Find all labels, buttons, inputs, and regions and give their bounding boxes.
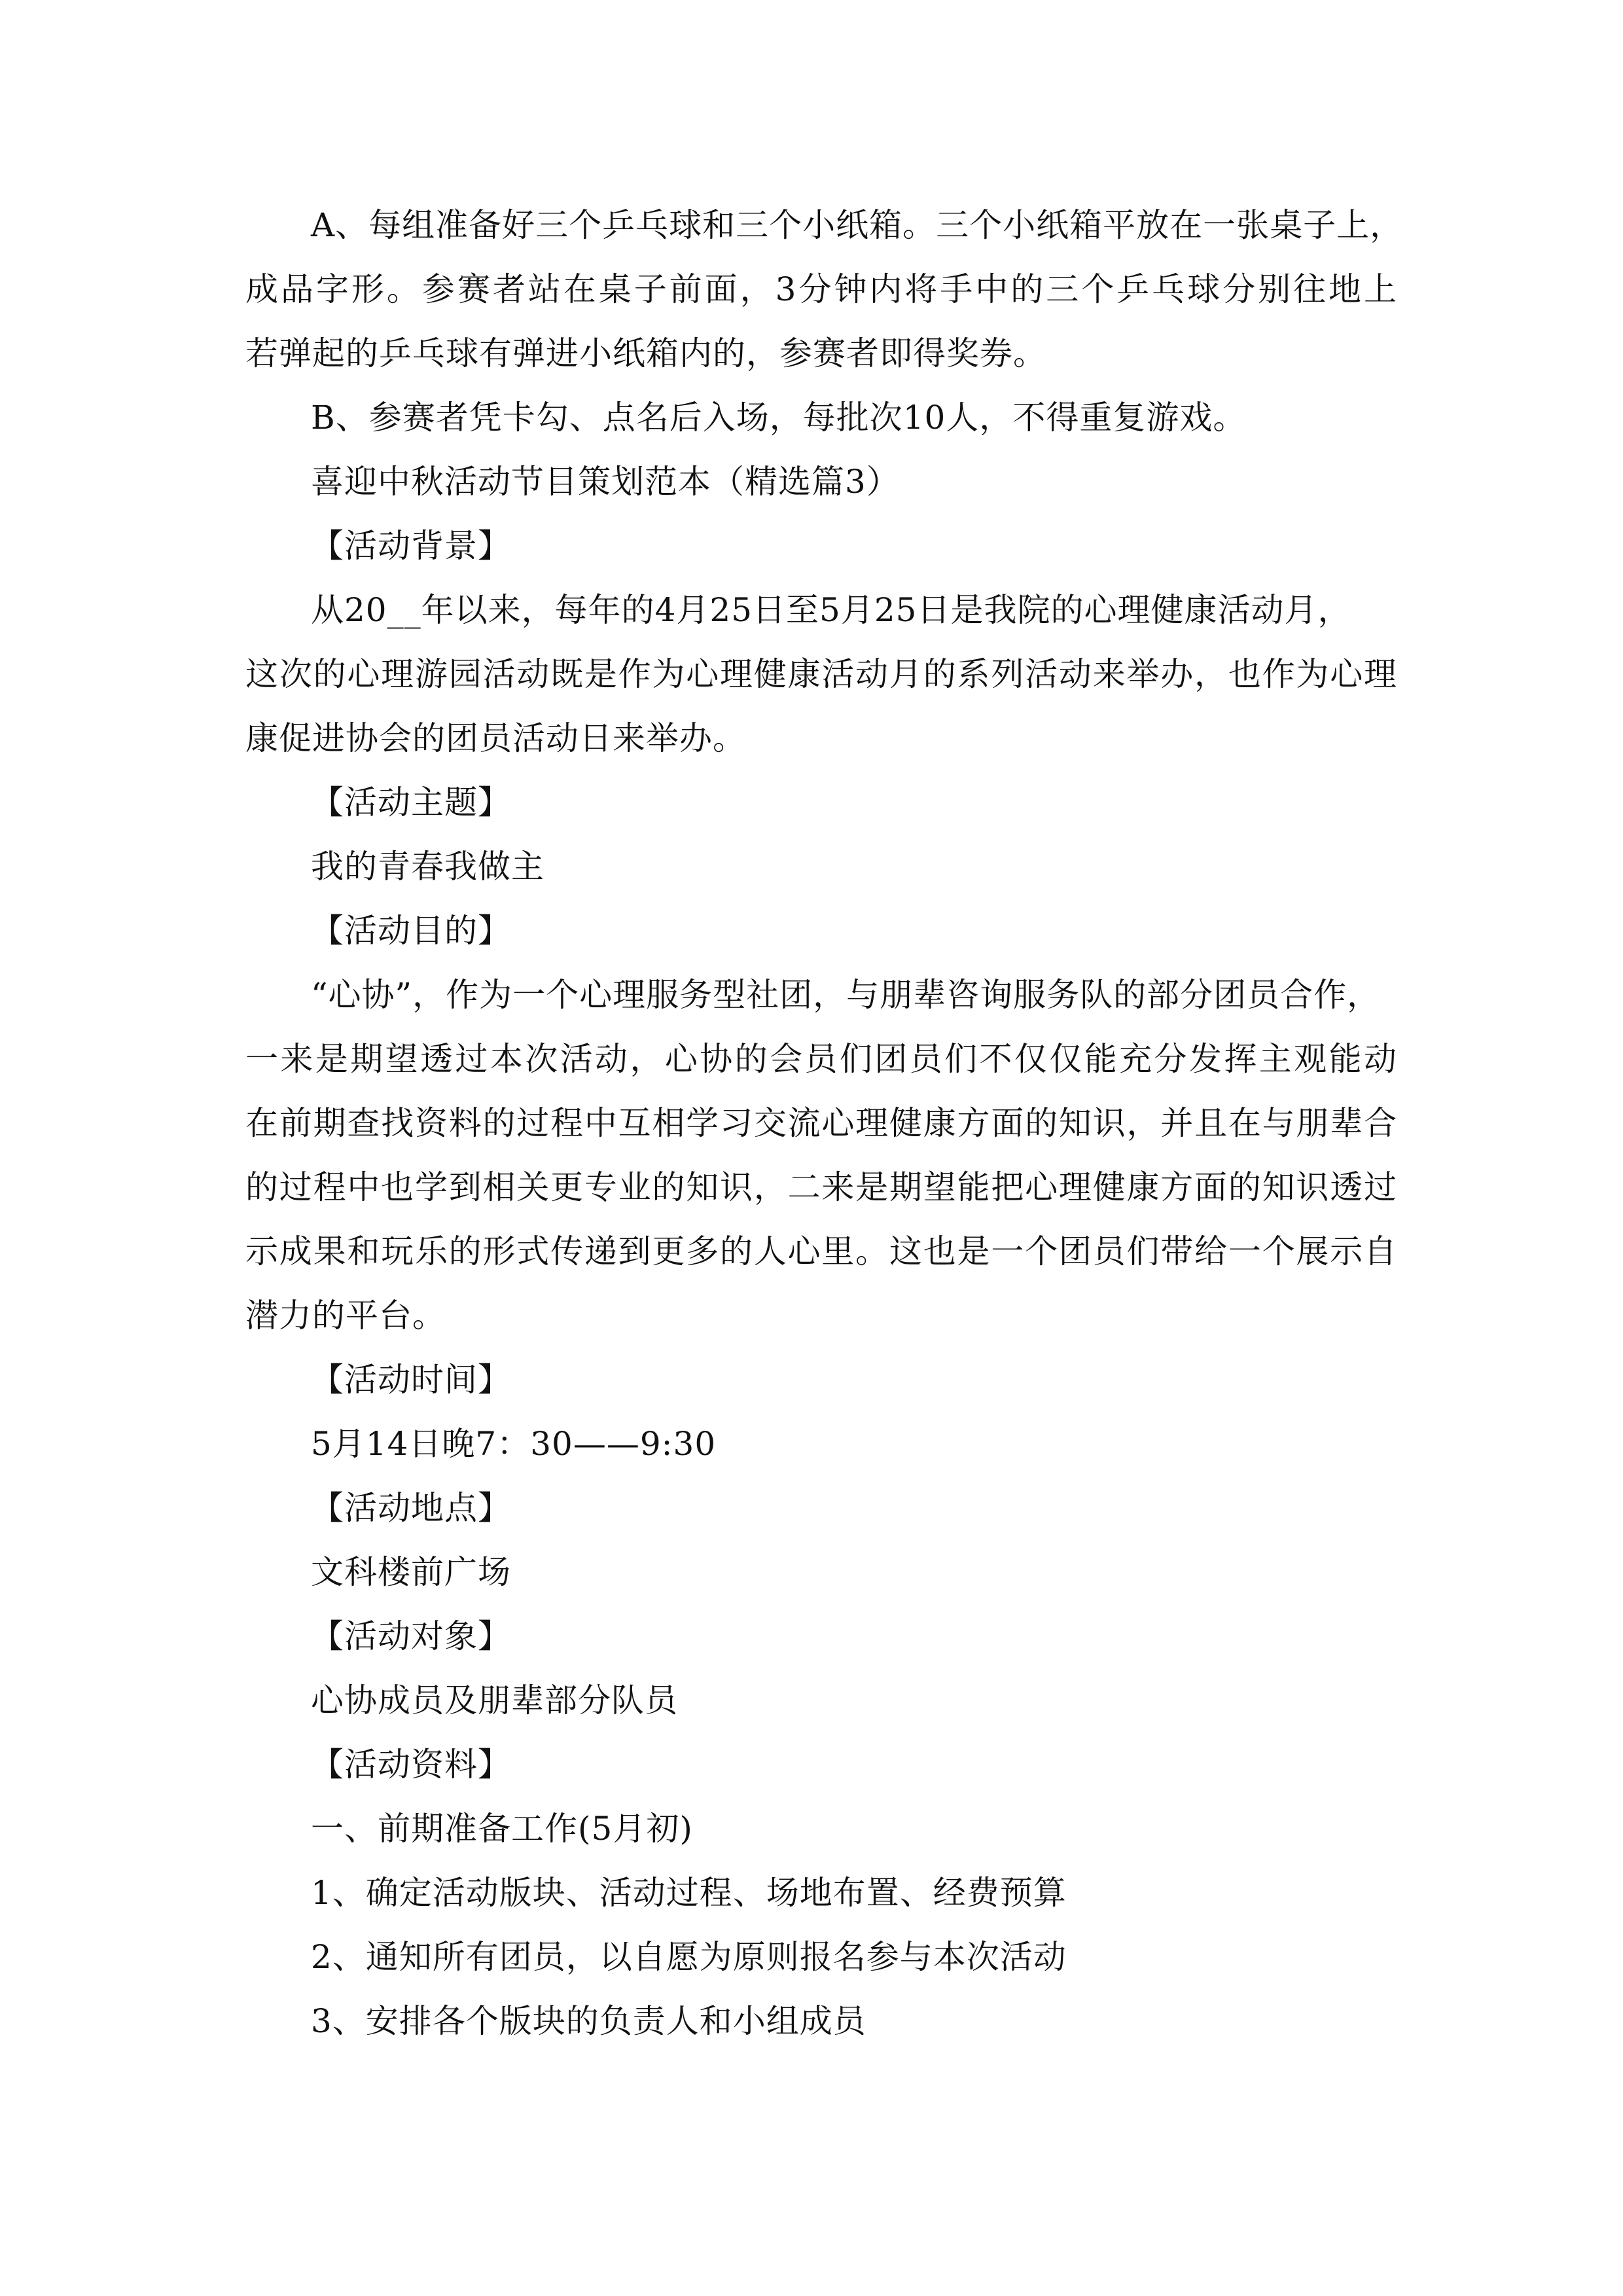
paragraph-line: 示成果和玩乐的形式传递到更多的人心里。这也是一个团员们带给一个展示自 (245, 1232, 1397, 1270)
list-heading: 一、前期准备工作(5月初) (311, 1810, 693, 1848)
section-heading: 【活动对象】 (311, 1617, 511, 1655)
paragraph-line: 康促进协会的团员活动日来举办。 (245, 719, 746, 757)
paragraph-line: 5月14日晚7：30——9:30 (311, 1425, 717, 1463)
paragraph-line: 文科楼前广场 (311, 1553, 511, 1591)
list-item: 1、确定活动版块、活动过程、场地布置、经费预算 (311, 1874, 1067, 1912)
section-heading: 【活动目的】 (311, 912, 511, 950)
paragraph-line: 我的青春我做主 (311, 848, 544, 886)
paragraph-line: 若弹起的乒乓球有弹进小纸箱内的，参赛者即得奖券。 (245, 334, 1046, 372)
paragraph-line: 在前期查找资料的过程中互相学习交流心理健康方面的知识，并且在与朋辈合 (245, 1104, 1397, 1142)
document-body (245, 193, 1404, 2053)
paragraph-line: 成品字形。参赛者站在桌子前面，3分钟内将手中的三个乒乓球分别往地上 (245, 270, 1397, 308)
list-item: 2、通知所有团员，以自愿为原则报名参与本次活动 (311, 1938, 1067, 1976)
section-heading: 【活动地点】 (311, 1489, 511, 1527)
paragraph-line: 从20__年以来，每年的4月25日至5月25日是我院的心理健康活动月， (311, 591, 1351, 629)
paragraph-line: 的过程中也学到相关更专业的知识，二来是期望能把心理健康方面的知识透过 (245, 1168, 1397, 1206)
section-title: 喜迎中秋活动节目策划范本（精选篇3） (311, 463, 900, 501)
paragraph-line: 这次的心理游园活动既是作为心理健康活动月的系列活动来举办，也作为心理 (245, 655, 1397, 693)
section-heading: 【活动背景】 (311, 527, 511, 565)
paragraph-line: B、参赛者凭卡勾、点名后入场，每批次10人，不得重复游戏。 (311, 399, 1247, 437)
paragraph-line: “心协”，作为一个心理服务型社团，与朋辈咨询服务队的部分团员合作， (311, 976, 1381, 1014)
paragraph-line: 心协成员及朋辈部分队员 (311, 1681, 678, 1719)
section-heading: 【活动资料】 (311, 1746, 511, 1784)
list-item: 3、安排各个版块的负责人和小组成员 (311, 2002, 866, 2040)
section-heading: 【活动时间】 (311, 1361, 511, 1399)
paragraph-line: 潜力的平台。 (245, 1297, 446, 1335)
paragraph-line: A、每组准备好三个乒乓球和三个小纸箱。三个小纸箱平放在一张桌子上， (311, 206, 1404, 244)
section-heading: 【活动主题】 (311, 783, 511, 821)
paragraph-line: 一来是期望透过本次活动，心协的会员们团员们不仅仅能充分发挥主观能动 (245, 1040, 1397, 1078)
